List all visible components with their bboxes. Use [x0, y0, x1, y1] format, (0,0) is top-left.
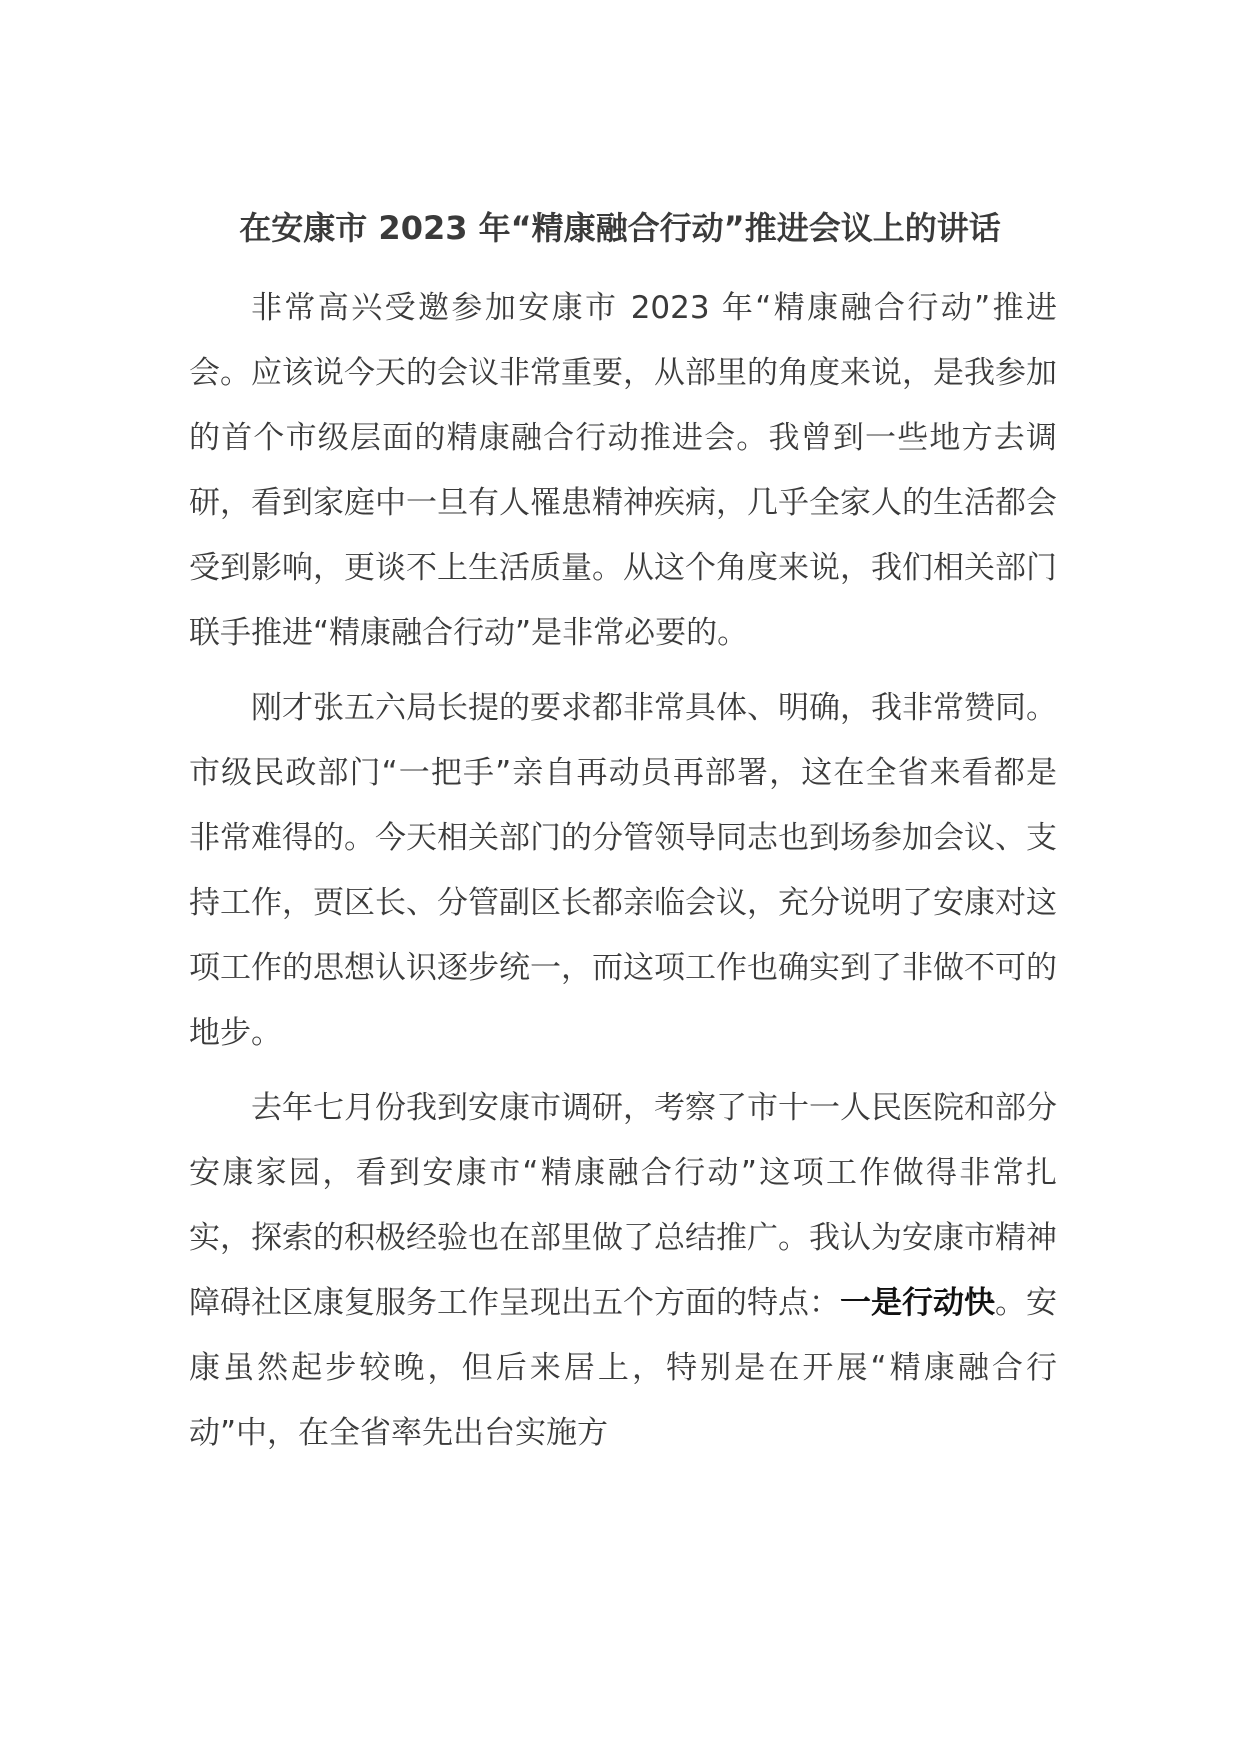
paragraph-3-text-before: 去年七月份我到安康市调研，考察了市十一人民医院和部分安康家园，看到安康市“精康融合行动”这项工作做得非常扎实，探索的积极经验也在部里做了总结推广。我认为安康市精神障碍社区康复服务工作呈现出五个方面的特点：: [189, 1090, 1057, 1321]
document-body: [189, 276, 1057, 1476]
paragraph-2: 刚才张五六局长提的要求都非常具体、明确，我非常赞同。市级民政部门“一把手”亲自再动员再部署，这在全省来看都是非常难得的。今天相关部门的分管领导同志也到场参加会议、支持工作，贾区长、分管副区长都亲临会议，充分说明了安康对这项工作的思想认识逐步统一，而这项工作也确实到了非做不可的地步。: [189, 690, 1057, 1051]
document-title: 在安康市 2023 年“精康融合行动”推进会议上的讲话: [239, 209, 1001, 247]
paragraph-1: 非常高兴受邀参加安康市 2023 年“精康融合行动”推进会。应该说今天的会议非常重要，从部里的角度来说，是我参加的首个市级层面的精康融合行动推进会。我曾到一些地方去调研，看到家庭中一旦有人罹患精神疾病，几乎全家人的生活都会受到影响，更谈不上生活质量。从这个角度来说，我们相关部门联手推进“精康融合行动”是非常必要的。: [189, 290, 1057, 651]
paragraph-3-bold-point: 一是行动快: [840, 1285, 995, 1321]
paragraph-3: [189, 1076, 1057, 1466]
paragraph-3-text-after: 。安康虽然起步较晚，但后来居上，特别是在开展“精康融合行动”中，在全省率先出台实施方: [189, 1285, 1057, 1451]
